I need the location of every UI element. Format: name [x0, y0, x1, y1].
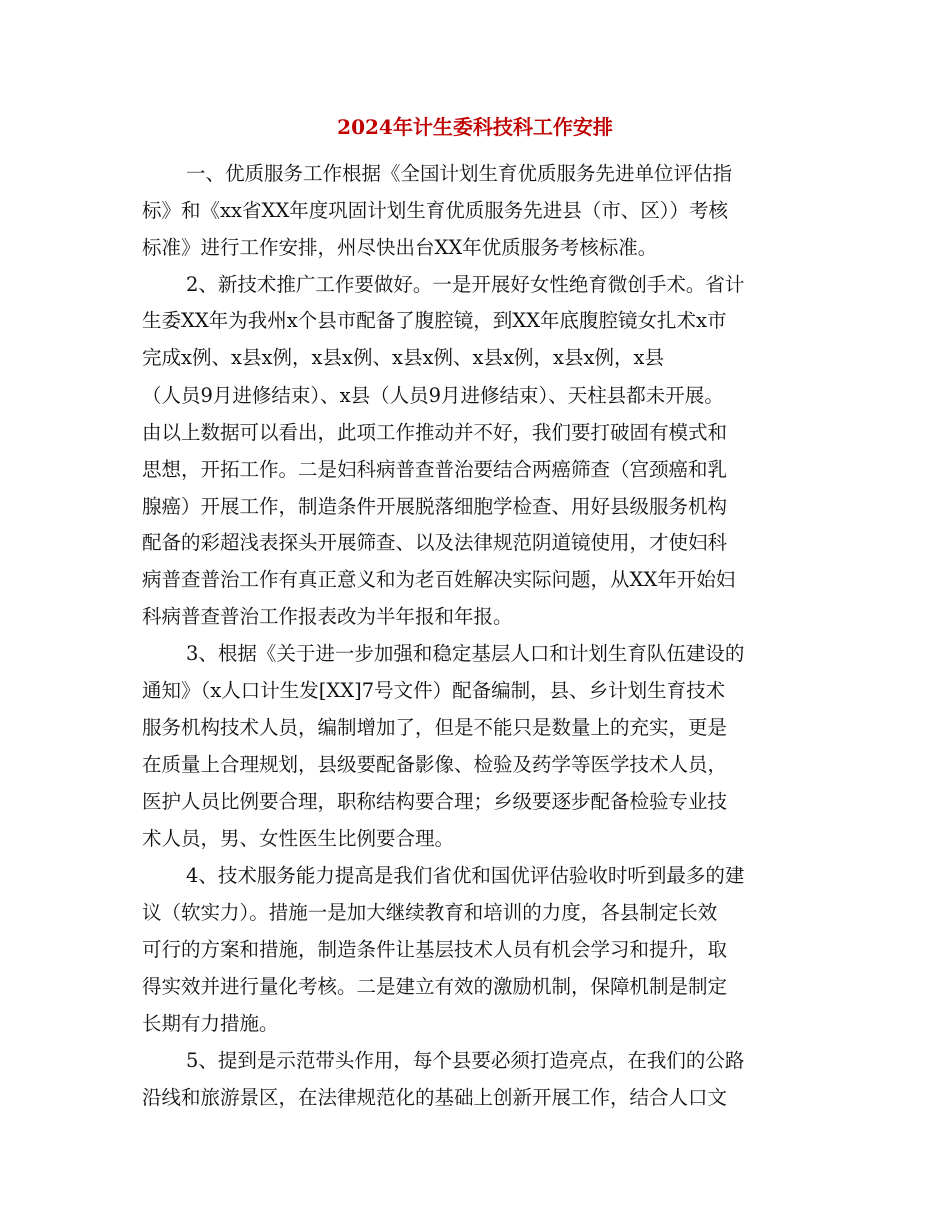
- text-line: 可行的方案和措施，制造条件让基层技术人员有机会学习和提升，取: [142, 938, 728, 961]
- text-line: 术人员，男、女性医生比例要合理。: [142, 827, 455, 850]
- text-line: 标准》进行工作安排，州尽快出台XX年优质服务考核标准。: [142, 236, 658, 259]
- text-line: 医护人员比例要合理，职称结构要合理；乡级要逐步配备检验专业技: [142, 790, 728, 813]
- text-line: 5、提到是示范带头作用，每个县要必须打造亮点，在我们的公路: [186, 1049, 745, 1072]
- text-line: 议（软实力）。措施一是加大继续教育和培训的力度，各县制定长效: [142, 901, 718, 924]
- text-line: 配备的彩超浅表探头开展筛查、以及法律规范阴道镜使用，才使妇科: [142, 531, 728, 554]
- text-line: 长期有力措施。: [142, 1012, 279, 1035]
- text-line: 生委XX年为我州x个县市配备了腹腔镜，到XX年底腹腔镜女扎术x市: [142, 309, 727, 332]
- text-line: 标》和《xx省XX年度巩固计划生育优质服务先进县（市、区））考核: [142, 199, 729, 222]
- text-line: 通知》（x人口计生发[XX]7号文件）配备编制，县、乡计划生育技术: [142, 679, 726, 702]
- text-line: 2、新技术推广工作要做好。一是开展好女性绝育微创手术。省计: [186, 273, 745, 296]
- text-line: 一、优质服务工作根据《全国计划生育优质服务先进单位评估指: [186, 162, 733, 185]
- text-line: 思想，开拓工作。二是妇科病普查普治要结合两癌筛查（宫颈癌和乳: [142, 458, 728, 481]
- document-title: 2024年计生委科技科工作安排: [337, 115, 613, 139]
- text-line: （人员9月进修结束）、x县（人员9月进修结束）、天柱县都未开展。: [142, 384, 724, 407]
- text-line: 病普查普治工作有真正意义和为老百姓解决实际问题，从XX年开始妇: [142, 568, 736, 591]
- text-line: 在质量上合理规划，县级要配备影像、检验及药学等医学技术人员，: [142, 753, 728, 776]
- text-line: 科病普查普治工作报表改为半年报和年报。: [142, 605, 513, 628]
- text-line: 服务机构技术人员，编制增加了，但是不能只是数量上的充实，更是: [142, 716, 728, 739]
- text-line: 3、根据《关于进一步加强和稳定基层人口和计划生育队伍建设的: [186, 642, 745, 665]
- text-line: 4、技术服务能力提高是我们省优和国优评估验收时听到最多的建: [186, 864, 745, 887]
- text-line: 得实效并进行量化考核。二是建立有效的激励机制，保障机制是制定: [142, 975, 728, 998]
- text-line: 沿线和旅游景区，在法律规范化的基础上创新开展工作，结合人口文: [142, 1086, 728, 1109]
- text-line: 完成x例、x县x例，x县x例、x县x例、x县x例，x县x例，x县: [142, 346, 664, 369]
- text-line: 腺癌）开展工作，制造条件开展脱落细胞学检查、用好县级服务机构: [142, 495, 728, 518]
- text-line: 由以上数据可以看出，此项工作推动并不好，我们要打破固有模式和: [142, 421, 728, 444]
